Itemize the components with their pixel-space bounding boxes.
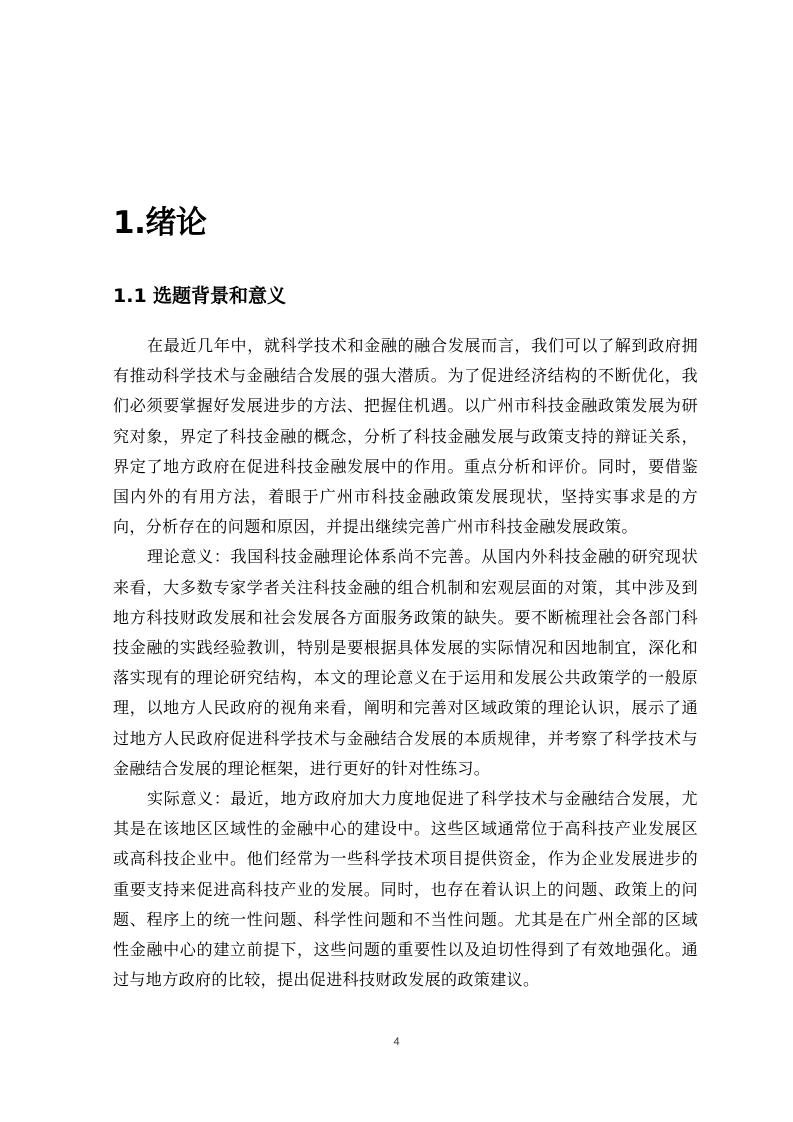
paragraph-theoretical-significance: 理论意义：我国科技金融理论体系尚不完善。从国内外科技金融的研究现状来看，大多数专家学者关注科技金融的组合机制和宏观层面的对策，其中涉及到地方科技财政发展和社会发展各方面服务政策的缺失。要不断梳理社会各部门科技金融的实践经验教训，特别是要根据具体发展的实际情况和因地制宜，深化和落实现有的理论研究结构，本文的理论意义在于运用和发展公共政策学的一般原理，以地方人民政府的视角来看，阐明和完善对区域政策的理论认识，展示了通过地方人民政府促进科学技术与金融结合发展的本质规律，并考察了科学技术与金融结合发展的理论框架，进行更好的针对性练习。 [113,547,698,778]
section-number: 1.1 [113,285,147,307]
body-text [113,331,698,995]
paragraph-practical-significance: 实际意义：最近，地方政府加大力度地促进了科学技术与金融结合发展，尤其是在该地区区域性的金融中心的建设中。这些区域通常位于高科技产业发展区或高科技企业中。他们经常为一些科学技术项目提供资金，作为企业发展进步的重要支持来促进高科技产业的发展。同时，也存在着认识上的问题、政策上的问题、程序上的统一性问题、科学性问题和不当性问题。尤其是在广州全部的区域性金融中心的建立前提下，这些问题的重要性以及迫切性得到了有效地强化。通过与地方政府的比较，提出促进科技财政发展的政策建议。 [113,789,698,990]
page-number: 4 [393,1036,400,1048]
section-title: 选题背景和意义 [153,285,287,307]
chapter-title: 1.绪论 [113,205,207,241]
section-heading [113,280,286,312]
paragraph-background: 在最近几年中，就科学技术和金融的融合发展而言，我们可以了解到政府拥有推动科学技术与金融结合发展的强大潜质。为了促进经济结构的不断优化，我们必须要掌握好发展进步的方法、把握住机遇。以广州市科技金融政策发展为研究对象，界定了科技金融的概念，分析了科技金融发展与政策支持的辩证关系，界定了地方政府在促进科技金融发展中的作用。重点分析和评价。同时，要借鉴国内外的有用方法，着眼于广州市科技金融政策发展现状，坚持实事求是的方向，分析存在的问题和原因，并提出继续完善广州市科技金融发展政策。 [113,336,698,537]
